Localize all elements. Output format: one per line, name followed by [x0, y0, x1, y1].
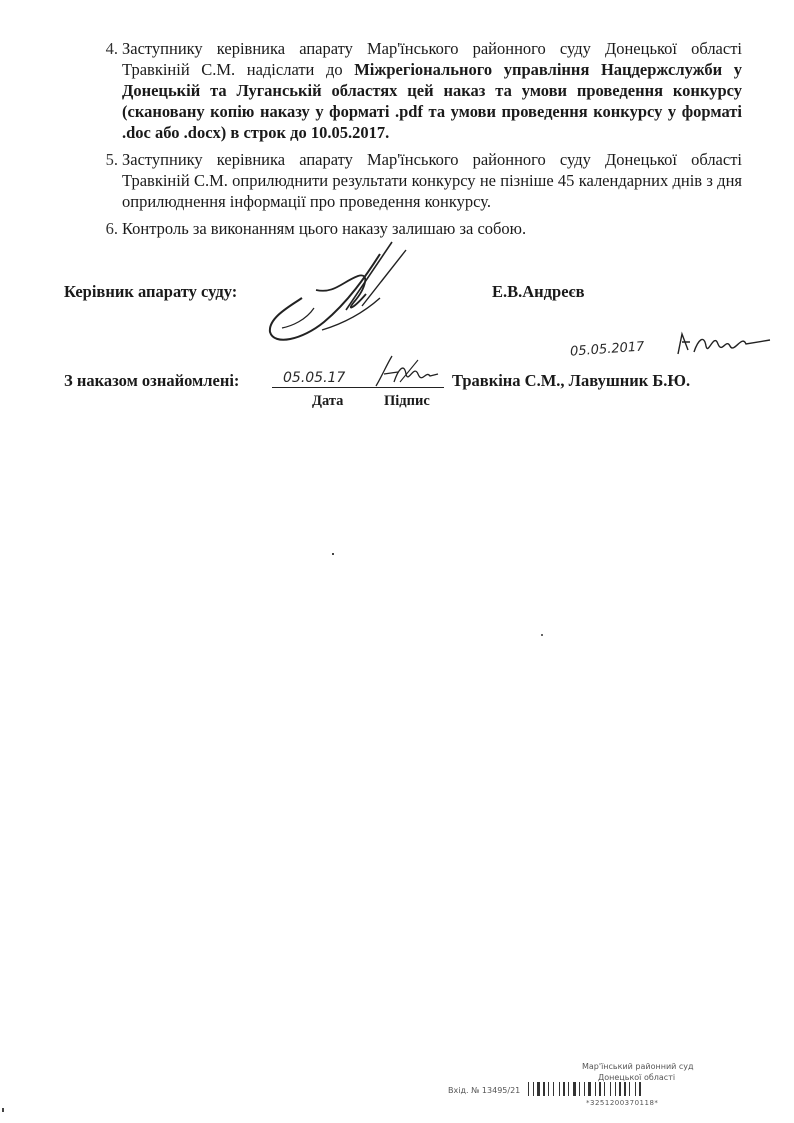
acknowledged-names: Травкіна С.М., Лавушник Б.Ю. — [452, 371, 691, 390]
list-item-4 — [92, 38, 742, 143]
barcode-bar — [553, 1082, 554, 1096]
ack-signature-image — [370, 352, 440, 392]
item-text — [122, 38, 742, 143]
barcode — [528, 1082, 678, 1096]
barcode-bar — [548, 1082, 549, 1096]
barcode-bar — [559, 1082, 560, 1096]
stamp-line-2: Донецької області — [598, 1073, 676, 1082]
barcode-bar — [624, 1082, 626, 1096]
item-text-plain: Заступнику керівника апарату Мар'їнського районного суду Донецької області Травкіній С.М. надіслати до — [122, 39, 742, 79]
item-number: 4. — [105, 39, 118, 58]
barcode-bar — [563, 1082, 565, 1096]
barcode-bar — [579, 1082, 580, 1096]
barcode-bar — [568, 1082, 569, 1096]
scan-speck — [2, 1108, 4, 1112]
signer-position: Керівник апарату суду: — [64, 282, 238, 301]
barcode-number: *3251200370118* — [586, 1099, 659, 1107]
item-text: Заступнику керівника апарату Мар'їнського районного суду Донецької області Травкіній С.М. оприлюднити результати конкурсу не пізніше 45 календарних днів з дня оприлюднення інформації про проведення конкурсу. — [122, 150, 742, 211]
item-text-bold: Міжрегіонального управління Нацдержслужби у Донецькій та Луганській областях цей наказ та умови проведення конкурсу (скановану копію наказу у форматі .pdf та умови проведення конкурсу у форматі .doc або .docx) в строк до 10.05.2017. — [122, 60, 743, 142]
barcode-bar — [629, 1082, 630, 1096]
head-signature-image — [262, 236, 412, 348]
item-number: 5. — [105, 150, 118, 169]
barcode-bar — [604, 1082, 605, 1096]
item-number: 6. — [105, 219, 118, 238]
signer-name: Е.В.Андреєв — [492, 282, 585, 301]
second-date-handwritten: 05.05.2017 — [569, 339, 645, 360]
barcode-bar — [573, 1082, 576, 1096]
caption-signature: Підпис — [384, 393, 430, 409]
barcode-bar — [537, 1082, 540, 1096]
stamp-line-1: Мар'їнський районний суд — [582, 1062, 694, 1071]
scan-speck — [332, 553, 334, 555]
barcode-bar — [588, 1082, 591, 1096]
barcode-bar — [615, 1082, 616, 1096]
caption-date: Дата — [312, 393, 344, 409]
barcode-bar — [584, 1082, 585, 1096]
item-text: Контроль за виконанням цього наказу залишаю за собою. — [122, 219, 527, 238]
second-signature-image — [672, 326, 772, 366]
barcode-bar — [599, 1082, 601, 1096]
barcode-bar — [595, 1082, 596, 1096]
acknowledgement-label: З наказом ознайомлені: — [64, 371, 240, 390]
barcode-bar — [639, 1082, 641, 1096]
barcode-bar — [635, 1082, 636, 1096]
scan-speck — [541, 634, 543, 636]
list-item-5 — [92, 149, 742, 212]
list-item-6 — [92, 218, 742, 239]
barcode-bar — [619, 1082, 621, 1096]
barcode-bar — [533, 1082, 534, 1096]
barcode-bar — [610, 1082, 611, 1096]
date-handwritten: 05.05.17 — [283, 370, 346, 386]
barcode-bar — [543, 1082, 545, 1096]
barcode-bar — [528, 1082, 529, 1096]
stamp-line-3: Вхід. № 13495/21 — [448, 1086, 521, 1095]
